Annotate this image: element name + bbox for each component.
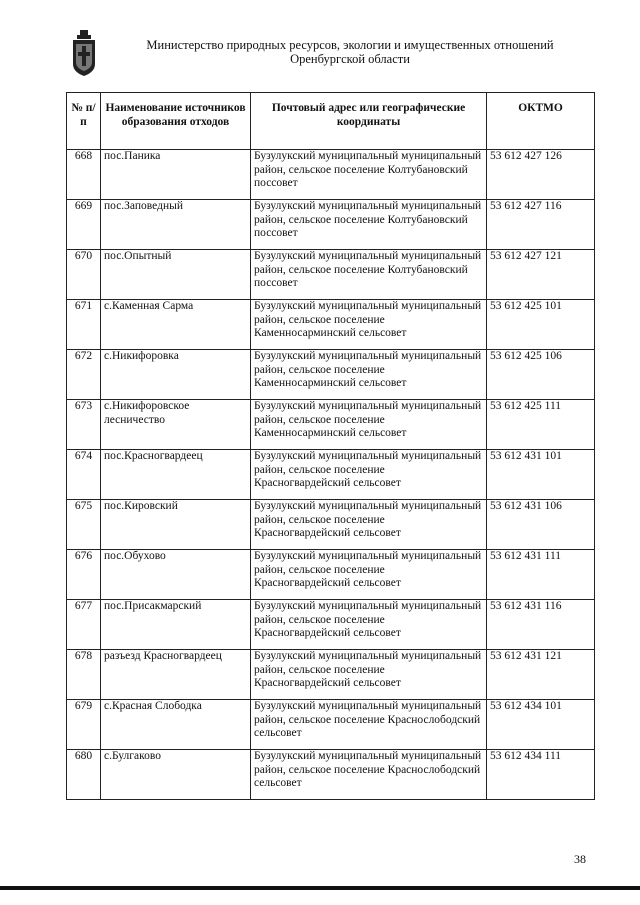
cell-address: Бузулукский муниципальный муниципальный район, сельское поселение Каменносарминский сельсовет xyxy=(251,300,487,350)
column-header-name: Наименование источников образования отходов xyxy=(101,93,251,150)
cell-number: 669 xyxy=(67,200,101,250)
cell-number: 671 xyxy=(67,300,101,350)
cell-number: 679 xyxy=(67,700,101,750)
column-header-oktmo: ОКТМО xyxy=(487,93,595,150)
table-row xyxy=(67,600,595,650)
cell-oktmo: 53 612 427 116 xyxy=(487,200,595,250)
table-row xyxy=(67,200,595,250)
cell-oktmo: 53 612 427 126 xyxy=(487,150,595,200)
waste-sources-table xyxy=(66,92,595,800)
cell-oktmo: 53 612 431 101 xyxy=(487,450,595,500)
cell-number: 680 xyxy=(67,750,101,800)
cell-oktmo: 53 612 431 121 xyxy=(487,650,595,700)
column-header-number: № п/п xyxy=(67,93,101,150)
cell-number: 673 xyxy=(67,400,101,450)
cell-address: Бузулукский муниципальный муниципальный район, сельское поселение Каменносарминский сельсовет xyxy=(251,350,487,400)
cell-oktmo: 53 612 425 101 xyxy=(487,300,595,350)
cell-source-name: пос.Паника xyxy=(101,150,251,200)
cell-source-name: с.Красная Слободка xyxy=(101,700,251,750)
cell-address: Бузулукский муниципальный муниципальный район, сельское поселение Колтубановский поссовет xyxy=(251,150,487,200)
cell-address: Бузулукский муниципальный муниципальный район, сельское поселение Краснослободский сельсовет xyxy=(251,750,487,800)
page-number: 38 xyxy=(574,852,586,866)
cell-source-name: с.Булгаково xyxy=(101,750,251,800)
cell-number: 670 xyxy=(67,250,101,300)
table-row xyxy=(67,700,595,750)
cell-oktmo: 53 612 431 106 xyxy=(487,500,595,550)
cell-address: Бузулукский муниципальный муниципальный район, сельское поселение Каменносарминский сельсовет xyxy=(251,400,487,450)
cell-oktmo: 53 612 431 116 xyxy=(487,600,595,650)
table-row xyxy=(67,300,595,350)
cell-source-name: пос.Красногвардеец xyxy=(101,450,251,500)
cell-address: Бузулукский муниципальный муниципальный район, сельское поселение Красногвардейский сельсовет xyxy=(251,600,487,650)
cell-address: Бузулукский муниципальный муниципальный район, сельское поселение Краснослободский сельсовет xyxy=(251,700,487,750)
ministry-title xyxy=(110,38,590,66)
table-row xyxy=(67,550,595,600)
table-row xyxy=(67,350,595,400)
cell-source-name: с.Каменная Сарма xyxy=(101,300,251,350)
cell-number: 675 xyxy=(67,500,101,550)
cell-source-name: разъезд Красногвардеец xyxy=(101,650,251,700)
cell-address: Бузулукский муниципальный муниципальный район, сельское поселение Красногвардейский сельсовет xyxy=(251,550,487,600)
cell-source-name: с.Никифоровское лесничество xyxy=(101,400,251,450)
document-header xyxy=(0,0,640,90)
ministry-title-line1: Министерство природных ресурсов, экологии и имущественных отношений xyxy=(146,38,554,52)
cell-source-name: пос.Заповедный xyxy=(101,200,251,250)
table-row xyxy=(67,650,595,700)
cell-address: Бузулукский муниципальный муниципальный район, сельское поселение Красногвардейский сельсовет xyxy=(251,450,487,500)
cell-number: 668 xyxy=(67,150,101,200)
cell-oktmo: 53 612 431 111 xyxy=(487,550,595,600)
coat-of-arms-icon xyxy=(72,30,96,76)
cell-oktmo: 53 612 434 111 xyxy=(487,750,595,800)
cell-source-name: пос.Обухово xyxy=(101,550,251,600)
cell-number: 677 xyxy=(67,600,101,650)
cell-number: 678 xyxy=(67,650,101,700)
table-row xyxy=(67,400,595,450)
table-row xyxy=(67,500,595,550)
cell-number: 676 xyxy=(67,550,101,600)
table-header-row xyxy=(67,93,595,150)
cell-address: Бузулукский муниципальный муниципальный район, сельское поселение Красногвардейский сельсовет xyxy=(251,500,487,550)
cell-source-name: пос.Кировский xyxy=(101,500,251,550)
table-row xyxy=(67,450,595,500)
cell-source-name: с.Никифоровка xyxy=(101,350,251,400)
cell-number: 674 xyxy=(67,450,101,500)
cell-address: Бузулукский муниципальный муниципальный район, сельское поселение Колтубановский поссовет xyxy=(251,200,487,250)
cell-address: Бузулукский муниципальный муниципальный район, сельское поселение Колтубановский поссовет xyxy=(251,250,487,300)
cell-number: 672 xyxy=(67,350,101,400)
table-body xyxy=(67,150,595,800)
cell-oktmo: 53 612 425 106 xyxy=(487,350,595,400)
cell-address: Бузулукский муниципальный муниципальный район, сельское поселение Красногвардейский сельсовет xyxy=(251,650,487,700)
table-row xyxy=(67,250,595,300)
bottom-rule xyxy=(0,886,640,890)
cell-source-name: пос.Присакмарский xyxy=(101,600,251,650)
table-row xyxy=(67,750,595,800)
ministry-title-line2: Оренбургской области xyxy=(290,52,410,66)
cell-source-name: пос.Опытный xyxy=(101,250,251,300)
cell-oktmo: 53 612 434 101 xyxy=(487,700,595,750)
column-header-address: Почтовый адрес или географические координаты xyxy=(251,93,487,150)
cell-oktmo: 53 612 425 111 xyxy=(487,400,595,450)
table-row xyxy=(67,150,595,200)
cell-oktmo: 53 612 427 121 xyxy=(487,250,595,300)
